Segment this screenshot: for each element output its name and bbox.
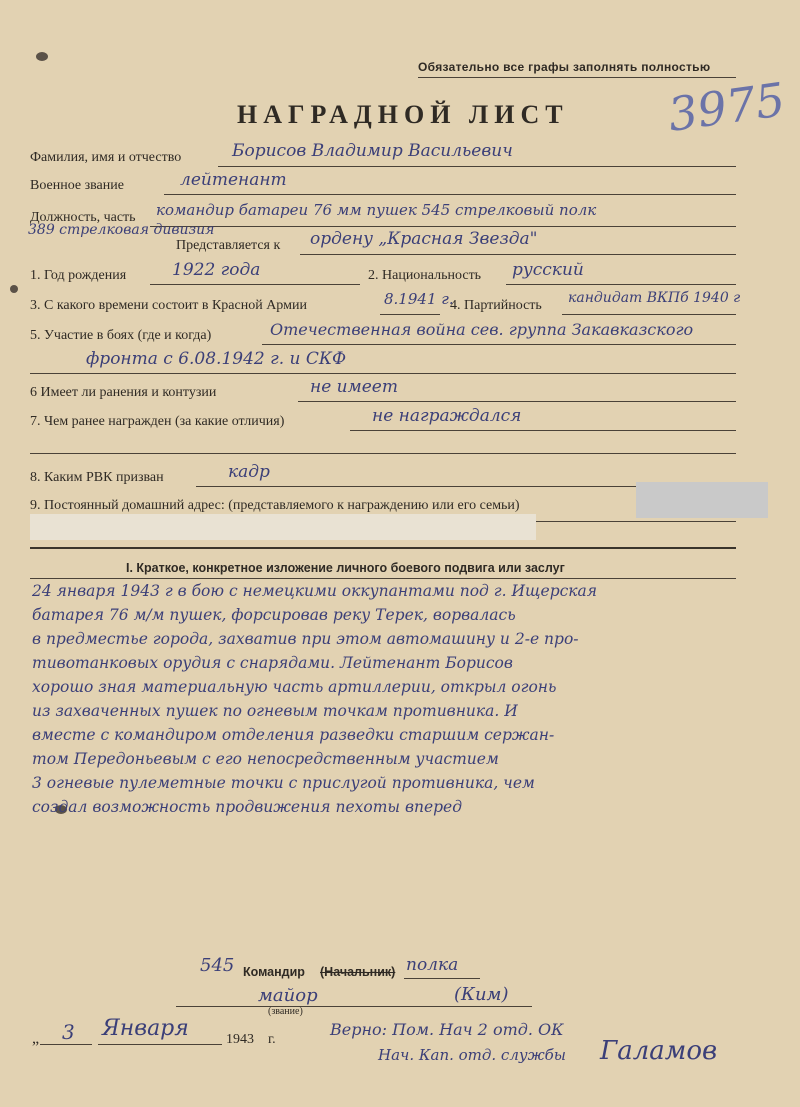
battles-value: Отечественная война сев. группа Закавказского (270, 320, 694, 339)
punch-hole (36, 52, 48, 61)
nominated-value: ордену „Красная Звезда" (310, 229, 538, 249)
feat-line: 24 января 1943 г в бою с немецкими оккупантами под г. Ищерская (32, 582, 598, 600)
section-divider (30, 547, 736, 549)
certification-signature: Галамов (600, 1036, 718, 1066)
party-value: кандидат ВКПб 1940 г (568, 290, 741, 306)
signature-line (176, 1006, 532, 1007)
battles-line-1 (262, 344, 736, 345)
feat-line: батарея 76 м/м пушек, форсировав реку Терек, ворвалась (32, 606, 516, 624)
page-title: НАГРАДНОЙ ЛИСТ (237, 100, 569, 129)
rank-line (164, 194, 736, 195)
rank-value: лейтенант (180, 170, 287, 190)
feat-line: из захваченных пушек по огневым точкам противника. И (32, 702, 518, 720)
army-since-line (380, 314, 440, 315)
wounds-value: не имеет (310, 377, 398, 397)
nominated-label: Представляется к (176, 238, 281, 253)
battles-line-2 (30, 373, 736, 374)
party-line (562, 314, 736, 315)
home-address-label: 9. Постоянный домашний адрес: (представляемого к награждению или его семьи) (30, 498, 520, 513)
birth-year-value: 1922 года (172, 260, 261, 280)
position-label: Должность, часть (30, 210, 136, 225)
previous-awards-value: не награждался (372, 406, 522, 426)
section-heading-line (30, 578, 736, 579)
previous-awards-label: 7. Чем ранее награжден (за какие отличия) (30, 414, 285, 429)
previous-awards-line-2 (30, 453, 736, 454)
battles-label: 5. Участие в боях (где и когда) (30, 328, 212, 343)
date-suffix: г. (268, 1032, 276, 1047)
nationality-label: 2. Национальность (368, 268, 482, 283)
redacted-address-line (30, 514, 536, 540)
certification-line-1: Верно: Пом. Нач 2 отд. ОК (330, 1020, 564, 1039)
army-since-label: 3. С какого времени состоит в Красной Армии (30, 298, 307, 313)
position-value: командир батареи 76 мм пушек 545 стрелковый полк (156, 201, 597, 219)
date-month-line (98, 1044, 222, 1045)
rvk-label: 8. Каким РВК призван (30, 470, 164, 485)
birth-year-line (150, 284, 360, 285)
unit-line (404, 978, 480, 979)
feat-line: тивотанковых орудия с снарядами. Лейтенант Борисов (32, 654, 513, 672)
feat-line: вместе с командиром отделения разведки старшим сержан- (32, 726, 555, 744)
wounds-line (298, 401, 736, 402)
position-line (150, 226, 736, 227)
name-label: Фамилия, имя и отчество (30, 150, 182, 165)
name-line (218, 166, 736, 167)
archive-number: 3975 (664, 72, 789, 142)
date-year: 1943 (226, 1032, 254, 1047)
unit-value: полка (406, 955, 459, 975)
nationality-value: русский (512, 260, 584, 280)
certification-line-2: Нач. Кап. отд. службы (378, 1046, 567, 1064)
feat-line: том Передоньевым с его непосредственным участием (32, 750, 499, 768)
punch-hole (10, 285, 18, 293)
date-month: Января (102, 1016, 189, 1041)
feat-line: создал возможность продвижения пехоты вперед (32, 798, 463, 816)
chief-label-struck: (Начальник) (320, 965, 396, 979)
date-day-line (40, 1044, 92, 1045)
section-heading: I. Краткое, конкретное изложение личного боевого подвига или заслуг (126, 561, 565, 575)
commander-signature: (Ким) (454, 984, 509, 1005)
birth-year-label: 1. Год рождения (30, 268, 127, 283)
redacted-address (636, 482, 768, 518)
commander-rank: майор (258, 985, 318, 1006)
regiment-number: 545 (200, 955, 235, 976)
notice-underline (418, 77, 736, 78)
feat-line: в предместье города, захватив при этом автомашину и 2-е про- (32, 630, 579, 648)
date-day: 3 (62, 1020, 75, 1044)
nominated-line (300, 254, 736, 255)
fill-all-fields-notice: Обязательно все графы заполнять полностью (418, 60, 711, 74)
feat-line: 3 огневые пулеметные точки с прислугой противника, чем (32, 774, 535, 792)
date-quote: „ (32, 1030, 40, 1047)
previous-awards-line (350, 430, 736, 431)
rank-label: Военное звание (30, 178, 124, 193)
party-label: 4. Партийность (450, 298, 542, 313)
rank-caption: (звание) (268, 1006, 303, 1017)
nationality-line (506, 284, 736, 285)
division-value: 389 стрелковая дивизия (28, 222, 215, 238)
battles-value-2: фронта с 6.08.1942 г. и СКФ (86, 349, 347, 369)
commander-label: Командир (243, 965, 305, 979)
army-since-value: 8.1941 г. (384, 290, 454, 308)
wounds-label: 6 Имеет ли ранения и контузии (30, 385, 217, 400)
name-value: Борисов Владимир Васильевич (232, 141, 513, 161)
feat-line: хорошо зная материальную часть артиллерии, открыл огонь (32, 678, 557, 696)
rvk-value: кадр (228, 462, 270, 482)
